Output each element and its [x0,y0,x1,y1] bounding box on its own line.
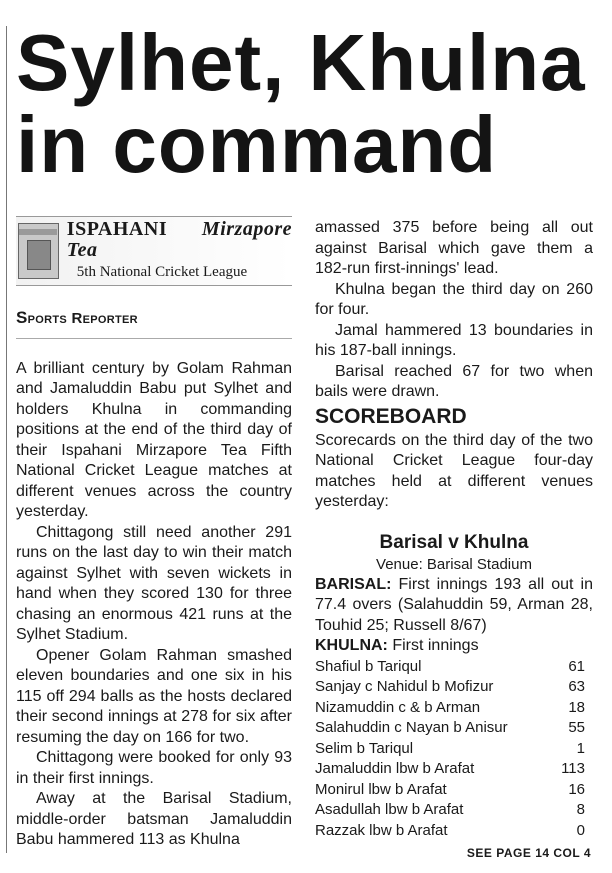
byline: Sports Reporter [16,308,292,339]
continuation-note: SEE PAGE 14 COL 4 [466,846,591,860]
scorecard-row [315,677,593,698]
batsman: Razzak lbw b Arafat [315,821,448,839]
sponsor-brand: ISPAHANI Mirzapore Tea [66,218,292,261]
barisal-innings [315,575,593,637]
barisal-innings-text: First innings 193 all out in 77.4 overs (Salahuddin 59, Arman 28, Touhid 25; Russell 8/67) [315,575,593,634]
batsman: Selim b Tariqul [315,739,414,757]
scorecard-row [315,698,593,719]
left-column [16,216,292,851]
runs: 18 [568,698,585,716]
khulna-innings-text: First innings [387,637,479,654]
runs: 0 [576,821,585,839]
scorecard-row [315,780,593,801]
column-rule [6,26,7,853]
batsman: Jamaluddin lbw b Arafat [315,760,475,777]
paragraph: Jamal hammered 13 boundaries in his 187-ball innings. [315,321,593,359]
batsman: Monirul lbw b Arafat [315,780,447,798]
batsman: Asadullah lbw b Arafat [315,801,464,818]
scorecard-row [315,739,593,760]
runs: 61 [568,657,585,675]
khulna-innings [315,636,593,657]
runs: 113 [561,760,585,777]
scoreboard-title: SCOREBOARD [315,404,467,428]
paragraph: Away at the Barisal Stadium, middle-order batsman Jamaluddin Babu hammered 113 as Khulna [16,790,292,848]
scorecard-row [315,718,593,739]
runs: 63 [568,678,585,695]
team-label-khulna: KHULNA: [315,637,388,654]
team-label-barisal: BARISAL: [315,575,392,593]
scorecard-row [315,657,593,678]
scorecard-row [315,800,593,821]
scorecard-row [315,759,593,780]
right-column [315,218,593,864]
paragraph: Chittagong still need another 291 runs on the last day to win their match against Sylhet with seven wickets in hand when they scored 130 for three chasing an enormous 421 runs at the Sylhet Stadium. [16,523,292,643]
batsman: Sanjay c Nahidul b Mofizur [315,678,494,695]
headline-line-2: in command [16,100,498,189]
paragraph: Khulna began the third day on 260 for four. [315,280,593,318]
sponsor-logo [16,216,292,286]
paragraph: Barisal reached 67 for two when bails were drawn. [315,362,593,400]
paragraph: Opener Golam Rahman smashed eleven boundaries and one six in his 115 off 294 balls as the hosts declared their second innings at 278 for six after resuming the day on 166 for two. [16,646,292,746]
batsman: Salahuddin c Nayan b Anisur [315,719,508,736]
scoreboard-intro: Scorecards on the third day of the two National Cricket League four-day matches held at different venues yesterday: [315,431,593,510]
paragraph: Chittagong were booked for only 93 in their first innings. [16,749,292,787]
match-title: Barisal v Khulna [379,531,529,553]
runs: 8 [576,801,585,818]
runs: 55 [568,719,585,736]
runs: 1 [576,739,585,757]
scorecard-row [315,821,593,842]
tea-pack-icon [18,223,59,279]
paragraph: A brilliant century by Golam Rahman and Jamaluddin Babu put Sylhet and holders Khulna in commanding positions at the end of the third day of their Ispahani Mirzapore Tea Fifth National Cricket League matches at different venues across the country yesterday. [16,359,292,520]
headline-line-1: Sylhet, Khulna [16,18,586,107]
batsman: Nizamuddin c & b Arman [315,698,481,716]
scorecard-table [315,657,593,842]
paragraph: amassed 375 before being all out against Barisal which gave them a 182-run first-innings' lead. [315,219,593,277]
batsman: Shafiul b Tariqul [315,657,422,675]
match-venue: Venue: Barisal Stadium [376,555,532,573]
sponsor-event: 5th National Cricket League [76,264,248,281]
headline [16,18,606,189]
runs: 16 [568,780,585,798]
